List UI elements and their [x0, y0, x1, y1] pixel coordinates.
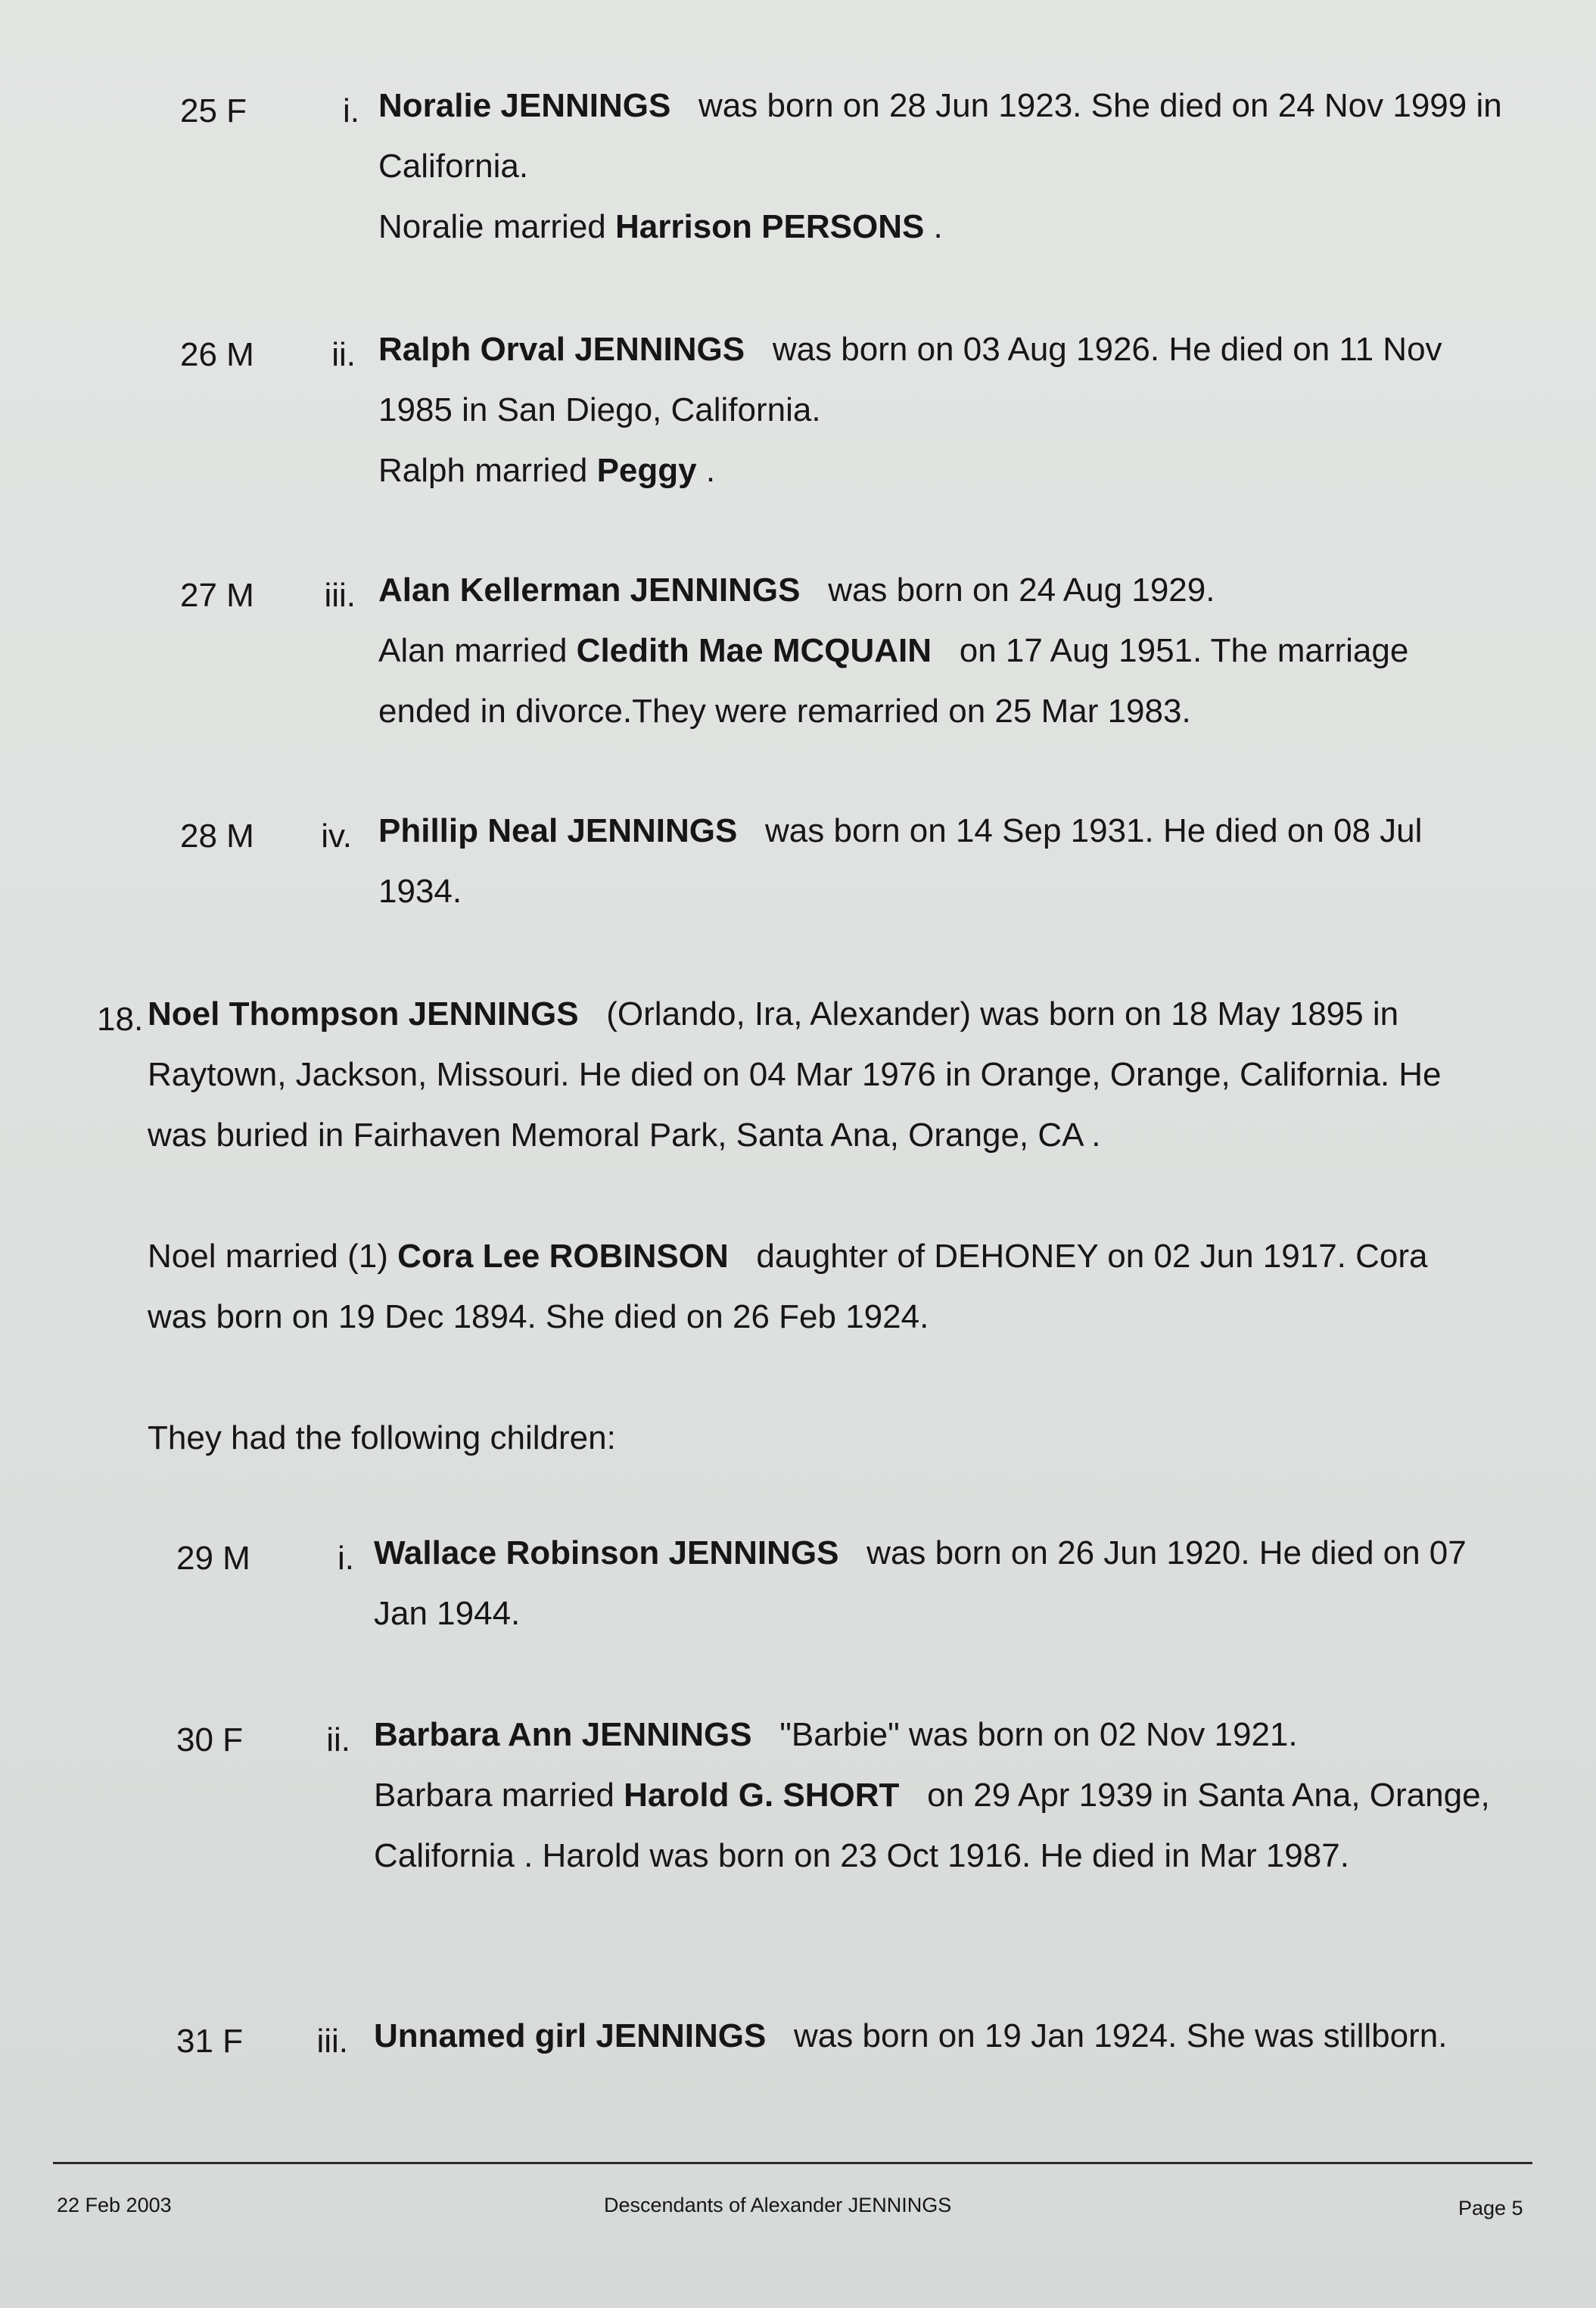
entry-text	[378, 801, 1559, 922]
person-name: Ralph Orval JENNINGS	[378, 331, 745, 368]
entry-roman: ii.	[331, 336, 356, 373]
person-name: Barbara Ann JENNINGS	[374, 1716, 752, 1753]
person-name: Unnamed girl JENNINGS	[374, 2017, 767, 2054]
entry-roman: i.	[343, 92, 359, 129]
entry-line1: was born on 19 Jan 1924. She was stillborn.	[794, 2017, 1448, 2054]
entry-line2: 1985 in San Diego, California.	[378, 391, 821, 428]
entry-line1: "Barbie" was born on 02 Nov 1921.	[779, 1716, 1298, 1753]
family-number: 18.	[97, 1001, 144, 1038]
family-line2: Raytown, Jackson, Missouri. He died on 04 Mar 1976 in Orange, Orange, California. He	[148, 1056, 1442, 1093]
entry-line3: California . Harold was born on 23 Oct 1916. He died in Mar 1987.	[374, 1837, 1349, 1874]
married-prefix: Ralph married	[378, 452, 597, 489]
marriage-paragraph	[148, 1226, 1510, 1347]
entry-roman: iv.	[321, 818, 352, 855]
footer-date: 22 Feb 2003	[57, 2194, 172, 2216]
footer-page-number: Page 5	[1458, 2197, 1523, 2219]
entry-id: 27 M	[180, 577, 254, 614]
entry-roman: ii.	[326, 1721, 350, 1758]
children-intro	[148, 1408, 1510, 1469]
entry-line2: 1934.	[378, 873, 462, 910]
entry-line1: was born on 14 Sep 1931. He died on 08 Jul	[765, 812, 1423, 849]
entry-id: 28 M	[180, 818, 254, 855]
married-suffix: on 17 Aug 1951. The marriage	[959, 632, 1409, 669]
person-name: Noel Thompson JENNINGS	[148, 995, 579, 1033]
marriage-line2: was born on 19 Dec 1894. She died on 26 Feb 1924.	[148, 1298, 929, 1335]
footer-title: Descendants of Alexander JENNINGS	[604, 2194, 952, 2216]
person-name: Wallace Robinson JENNINGS	[374, 1534, 839, 1571]
footer-divider	[53, 2162, 1532, 2164]
entry-roman: iii.	[324, 577, 356, 614]
entry-text	[374, 2006, 1554, 2067]
entry-line1: was born on 03 Aug 1926. He died on 11 Nov	[772, 331, 1442, 368]
person-name: Alan Kellerman JENNINGS	[378, 572, 801, 609]
person-name: Noralie JENNINGS	[378, 87, 671, 124]
entry-id: 30 F	[176, 1721, 244, 1758]
entry-roman: iii.	[316, 2023, 348, 2060]
family-line3: was buried in Fairhaven Memoral Park, Santa Ana, Orange, CA .	[148, 1117, 1101, 1154]
entry-line3: ended in divorce.They were remarried on 25 Mar 1983.	[378, 693, 1191, 730]
family-text	[148, 984, 1510, 1166]
spouse-name: Cora Lee ROBINSON	[397, 1238, 729, 1275]
entry-id: 31 F	[176, 2023, 244, 2060]
married-prefix: Noralie married	[378, 208, 615, 245]
entry-text	[378, 76, 1559, 257]
marriage-rest: daughter of DEHONEY on 02 Jun 1917. Cora	[756, 1238, 1428, 1275]
person-name: Phillip Neal JENNINGS	[378, 812, 738, 849]
entry-text	[378, 319, 1559, 501]
family-line1: (Orlando, Ira, Alexander) was born on 18 May 1895 in	[606, 995, 1399, 1033]
spouse-name: Cledith Mae MCQUAIN	[576, 632, 932, 669]
entry-line1: was born on 26 Jun 1920. He died on 07	[866, 1534, 1467, 1571]
marriage-prefix: Noel married (1)	[148, 1238, 398, 1275]
entry-text	[374, 1523, 1554, 1644]
spouse-name: Harrison PERSONS	[614, 208, 925, 245]
spouse-name: Peggy	[596, 452, 697, 489]
entry-id: 29 M	[176, 1540, 250, 1577]
married-suffix: .	[696, 452, 716, 489]
entry-line2: California.	[378, 148, 529, 185]
entry-id: 26 M	[180, 336, 254, 373]
entry-roman: i.	[338, 1540, 354, 1577]
entry-text	[374, 1705, 1554, 1886]
married-prefix: Alan married	[378, 632, 577, 669]
entry-line1: was born on 24 Aug 1929.	[828, 572, 1215, 609]
entry-line1: was born on 28 Jun 1923. She died on 24 Nov 1999 in	[698, 87, 1502, 124]
married-suffix: on 29 Apr 1939 in Santa Ana, Orange,	[927, 1777, 1490, 1814]
entry-line2: Jan 1944.	[374, 1595, 521, 1632]
married-prefix: Barbara married	[374, 1777, 624, 1814]
married-suffix: .	[924, 208, 943, 245]
spouse-name: Harold G. SHORT	[624, 1777, 900, 1814]
entry-id: 25 F	[180, 92, 247, 129]
entry-text	[378, 560, 1559, 742]
children-intro-text: They had the following children:	[148, 1419, 616, 1456]
